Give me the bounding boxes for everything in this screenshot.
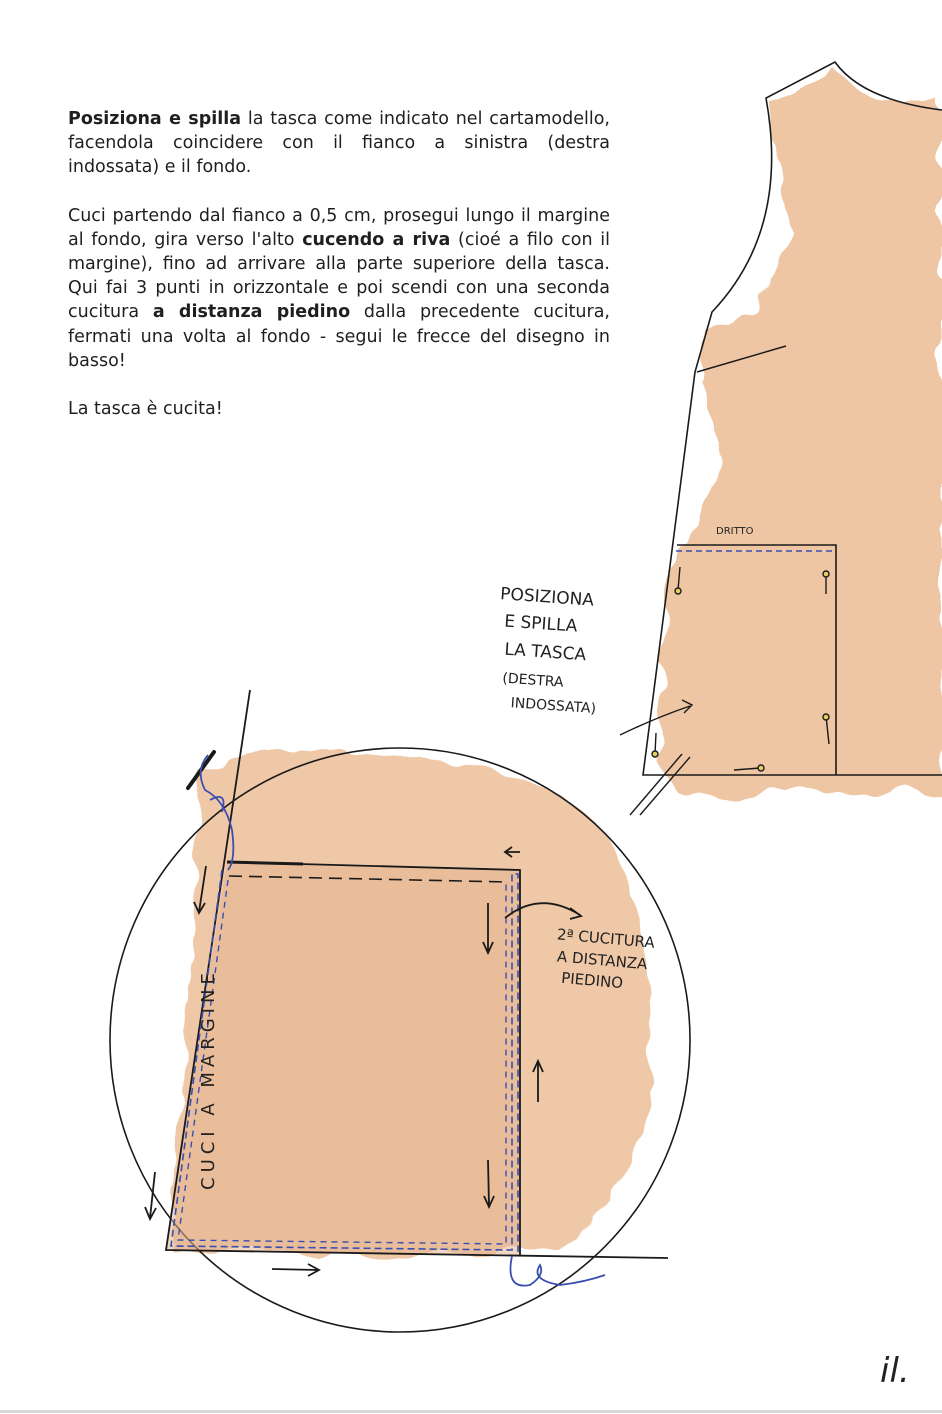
- instruction-bold-riva: cucendo a riva: [302, 229, 451, 250]
- svg-text:INDOSSATA): INDOSSATA): [510, 695, 597, 718]
- label-cuci-margine: CUCI A MARGINE: [198, 968, 219, 1190]
- instruction-text-1: la tasca come indicato nel cartamodello, facendola coincidere con il fianco a sinistra (destra indossata) e il fondo.: [68, 109, 610, 178]
- zoom-detail: [110, 690, 690, 1332]
- instruction-bold-posiziona: Posiziona e spilla: [68, 109, 242, 129]
- instruction-paragraph-3: La tasca è cucita!: [68, 399, 223, 420]
- svg-text:LA TASCA: LA TASCA: [503, 639, 587, 666]
- svg-text:PIEDINO: PIEDINO: [560, 968, 624, 993]
- svg-text:A DISTANZA: A DISTANZA: [556, 947, 649, 974]
- label-posiziona: [492, 584, 604, 717]
- instruction-text-2c: dalla precedente cucitura, fermati una volta al fondo - segui le frecce del disegno in basso!: [68, 302, 610, 371]
- instruction-text-2b: (cioé a filo con il margine), fino ad arrivare alla parte superiore della tasca. Qui fai 3 punti in orizzontale e poi scendi con una seconda cucitura: [68, 229, 610, 323]
- svg-text:POSIZIONA: POSIZIONA: [499, 584, 595, 611]
- garment-watercolor: [655, 70, 942, 795]
- signature-logo: il.: [880, 1351, 910, 1391]
- page-bottom-rule: [0, 1410, 942, 1413]
- svg-text:E SPILLA: E SPILLA: [503, 611, 579, 637]
- pocket-big-fill: [166, 862, 520, 1255]
- svg-text:2ª CUCITURA: 2ª CUCITURA: [556, 925, 656, 952]
- arrow-right-icon: [272, 1264, 319, 1276]
- instruction-bold-piedino: a distanza piedino: [152, 302, 351, 323]
- instruction-text-2a: Cuci partendo dal fianco a 0,5 cm, prosegui lungo il margine al fondo, gira verso l'alto: [68, 205, 610, 250]
- label-dritto: DRITTO: [716, 526, 754, 537]
- svg-text:(DESTRA: (DESTRA: [501, 670, 565, 691]
- garment-front: [620, 62, 942, 815]
